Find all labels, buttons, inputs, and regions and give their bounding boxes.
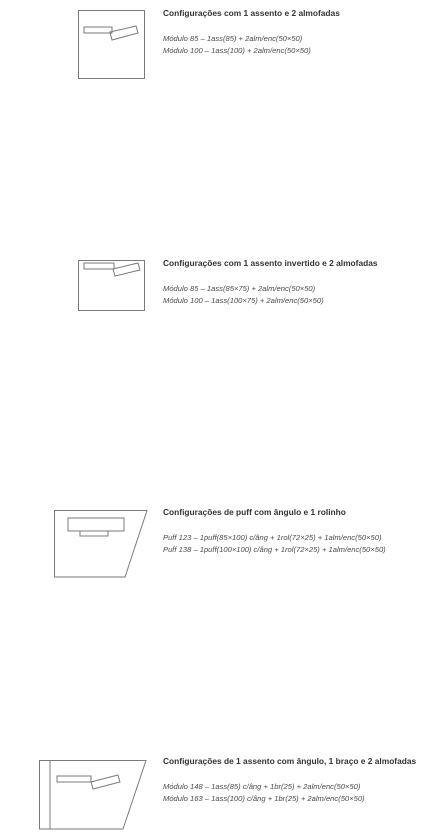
puff-diagram-angulo [54,510,148,578]
sofa-diagram-1-assento-invertido [78,260,146,312]
config-line: Módulo 85 – 1ass(85) + 2alm/enc(50×50) [163,34,303,43]
config-line: Módulo 163 – 1ass(100) c/âng + 1br(25) + 2alm/enc(50×50) [163,793,365,803]
config-title: Configurações com 1 assento e 2 almofadas [163,8,340,18]
config-title: Configurações de puff com ângulo e 1 rolinho [163,507,346,517]
config-line: Módulo 100 – 1ass(100) + 2alm/enc(50×50) [163,45,311,55]
config-title: Configurações com 1 assento invertido e 2 almofadas [163,258,378,268]
config-line: Módulo 100 – 1ass(100×75) + 2alm/enc(50×50) [163,295,324,305]
config-line: Módulo 85 – 1ass(85×75) + 2alm/enc(50×50) [163,284,316,293]
sofa-diagram-1-assento [78,10,146,80]
config-line: Módulo 148 – 1ass(85) c/âng + 1br(25) + 2alm/enc(50×50) [163,782,361,791]
config-title: Configurações de 1 assento com ângulo, 1 braço e 2 almofadas [163,756,417,766]
sofa-diagram-angulo-braco [39,760,147,830]
config-line: Puff 123 – 1puff(85×100) c/âng + 1rol(72×25) + 1alm/enc(50×50) [163,533,382,542]
config-line: Puff 138 – 1puff(100×100) c/âng + 1rol(72×25) + 1alm/enc(50×50) [163,544,386,554]
